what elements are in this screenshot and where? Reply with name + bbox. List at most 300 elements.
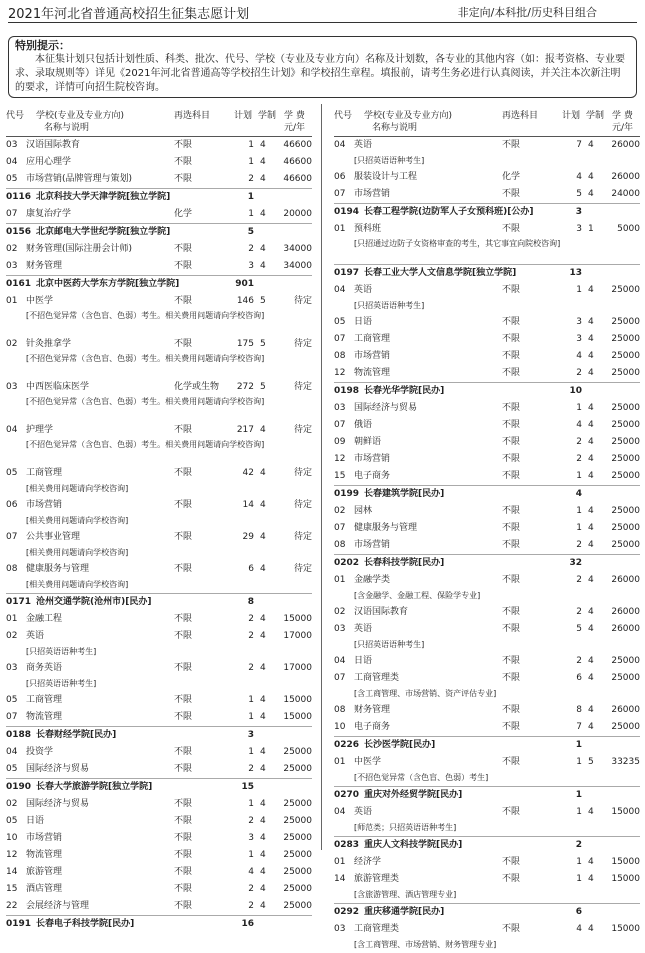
major-code: 03: [334, 403, 346, 413]
note-text: [只招英语语种考生]: [354, 156, 425, 165]
school-code: 0116: [6, 192, 32, 202]
major-code: 15: [6, 884, 18, 894]
school-plan: 16: [241, 919, 254, 929]
major-fee: 25000: [611, 673, 640, 683]
header-code: 代号: [334, 111, 353, 121]
major-code: 10: [6, 833, 18, 843]
school-row: [334, 264, 640, 282]
major-length: 4: [260, 244, 266, 254]
major-length: 4: [260, 663, 266, 673]
school-plan: 8: [247, 597, 254, 607]
major-code: 07: [334, 673, 346, 683]
major-plan: 2: [576, 368, 582, 378]
major-name: 健康服务与管理: [354, 523, 418, 533]
major-row: [334, 221, 640, 238]
major-code: 05: [6, 174, 18, 184]
major-plan: 1: [248, 157, 254, 167]
school-plan: 1: [575, 740, 582, 750]
major-name: 英语: [354, 140, 373, 150]
major-fee: 25000: [283, 799, 312, 809]
major-length: 4: [260, 631, 266, 641]
major-subject: 不限: [174, 850, 193, 860]
school-code: 0188: [6, 730, 32, 740]
school-code: 0292: [334, 907, 360, 917]
major-length: 4: [260, 816, 266, 826]
major-row: [6, 830, 312, 847]
major-code: 03: [6, 382, 18, 392]
major-code: 12: [334, 368, 346, 378]
major-plan: 175: [236, 339, 254, 349]
major-plan: 2: [576, 540, 582, 550]
major-fee: 15000: [611, 924, 640, 934]
major-length: 4: [588, 334, 594, 344]
major-name: 俄语: [354, 420, 373, 430]
major-length: 4: [588, 471, 594, 481]
major-row: [6, 660, 312, 677]
major-code: 02: [6, 631, 18, 641]
school-code: 0191: [6, 919, 32, 929]
header-name2: 名称与说明: [44, 123, 90, 133]
major-fee: 26000: [611, 624, 640, 634]
major-subject: 不限: [174, 901, 193, 911]
school-name: 长春建筑学院[民办]: [364, 489, 445, 499]
major-name: 商务英语: [26, 663, 63, 673]
major-plan: 2: [576, 575, 582, 585]
major-plan: 2: [248, 614, 254, 624]
major-row: [6, 709, 312, 726]
major-fee: 24000: [611, 189, 640, 199]
major-code: 07: [334, 189, 346, 199]
major-subject: 不限: [174, 174, 193, 184]
major-name: 国际经济与贸易: [26, 799, 90, 809]
major-length: 4: [588, 172, 594, 182]
major-code: 05: [334, 317, 346, 327]
header-code: 代号: [6, 111, 25, 121]
major-code: 22: [6, 901, 18, 911]
major-length: 4: [588, 624, 594, 634]
major-length: 4: [588, 285, 594, 295]
school-row: [6, 915, 312, 933]
major-name: 公共事业管理: [26, 532, 81, 542]
note-text: [不招色觉异常（含色盲、色弱）考生。相关费用问题请向学校咨询]: [26, 440, 265, 449]
major-row: [6, 628, 312, 645]
major-code: 02: [334, 506, 346, 516]
note-text: [含金融学、金融工程、保险学专业]: [354, 591, 481, 600]
major-row: [6, 379, 312, 396]
major-note: [334, 299, 640, 314]
header-fee: 学 费: [612, 111, 633, 121]
major-row: [6, 336, 312, 353]
major-subject: 不限: [174, 712, 193, 722]
note-text: [含工商管理、市场营销、财务管理专业]: [354, 940, 497, 949]
major-length: 4: [260, 209, 266, 219]
major-name: 服装设计与工程: [354, 172, 418, 182]
school-row: [334, 485, 640, 503]
school-code: 0190: [6, 782, 32, 792]
note-text: [相关费用问题请向学校咨询]: [26, 484, 129, 493]
major-name: 工商管理: [26, 468, 63, 478]
major-name: 英语: [354, 285, 373, 295]
note-text: [只招英语语种考生]: [26, 679, 97, 688]
major-code: 07: [6, 209, 18, 219]
major-length: 1: [588, 224, 594, 234]
major-length: 4: [588, 317, 594, 327]
left-table-body: [6, 137, 312, 933]
major-name: 金融工程: [26, 614, 63, 624]
header-name: 学校(专业及专业方向): [364, 111, 453, 121]
major-length: 4: [260, 532, 266, 542]
school-row: [6, 593, 312, 611]
major-plan: 6: [248, 564, 254, 574]
school-plan: 3: [247, 730, 254, 740]
major-fee: 25000: [611, 351, 640, 361]
major-subject: 不限: [502, 189, 521, 199]
major-code: 01: [334, 224, 346, 234]
major-note: [6, 514, 312, 529]
major-code: 02: [6, 244, 18, 254]
major-code: 07: [334, 334, 346, 344]
major-note: [334, 154, 640, 169]
major-note: [6, 645, 312, 660]
note-text: [不招色觉异常（含色盲、色弱）考生。相关费用问题请向学校咨询]: [26, 354, 265, 363]
major-fee: 25000: [283, 764, 312, 774]
school-name: 长春财经学院[民办]: [36, 730, 117, 740]
school-name: 长春工程学院(边防军人子女预科班)[公办]: [364, 207, 534, 217]
major-row: [6, 171, 312, 188]
major-plan: 272: [236, 382, 254, 392]
school-name: 长春工业大学人文信息学院[独立学院]: [364, 268, 517, 278]
major-note: [334, 238, 640, 264]
major-subject: 不限: [174, 631, 193, 641]
school-name: 北京科技大学天津学院[独立学院]: [36, 192, 171, 202]
major-length: 4: [260, 833, 266, 843]
major-fee: 26000: [611, 705, 640, 715]
major-code: 04: [334, 807, 346, 817]
major-name: 工商管理: [26, 695, 63, 705]
major-subject: 不限: [502, 506, 521, 516]
major-plan: 4: [576, 420, 582, 430]
major-note: [6, 439, 312, 465]
major-row: [6, 497, 312, 514]
major-plan: 7: [576, 140, 582, 150]
major-length: 4: [260, 867, 266, 877]
note-text: [相关费用问题请向学校咨询]: [26, 548, 129, 557]
major-fee: 25000: [611, 656, 640, 666]
school-name: 长春电子科技学院[民办]: [36, 919, 135, 929]
major-code: 14: [334, 874, 346, 884]
major-fee: 26000: [611, 172, 640, 182]
major-plan: 29: [242, 532, 254, 542]
major-subject: 不限: [174, 296, 193, 306]
major-fee: 5000: [617, 224, 640, 234]
major-plan: 1: [576, 403, 582, 413]
major-note: [334, 687, 640, 702]
major-name: 康复治疗学: [26, 209, 72, 219]
page-subtitle: 非定向/本科批/历史科目组合: [457, 6, 597, 19]
major-fee: 26000: [611, 575, 640, 585]
major-length: 4: [588, 705, 594, 715]
major-subject: 不限: [502, 607, 521, 617]
major-note: [334, 638, 640, 653]
major-fee: 25000: [611, 334, 640, 344]
major-subject: 不限: [502, 454, 521, 464]
header-subj: 再选科目: [502, 111, 539, 121]
major-length: 4: [588, 454, 594, 464]
major-fee: 26000: [611, 607, 640, 617]
major-length: 4: [588, 506, 594, 516]
major-note: [334, 938, 640, 953]
school-row: [334, 736, 640, 754]
major-name: 会展经济与管理: [26, 901, 90, 911]
major-plan: 4: [576, 172, 582, 182]
major-length: 4: [588, 437, 594, 447]
major-subject: 不限: [174, 532, 193, 542]
major-length: 4: [260, 500, 266, 510]
major-subject: 化学或生物: [174, 382, 220, 392]
school-plan: 901: [235, 279, 254, 289]
major-fee: 待定: [293, 564, 312, 574]
major-plan: 1: [248, 747, 254, 757]
major-fee: 15000: [611, 857, 640, 867]
major-plan: 1: [576, 807, 582, 817]
major-subject: 不限: [502, 705, 521, 715]
notice-title: 特别提示：: [15, 39, 70, 52]
major-subject: 不限: [174, 764, 193, 774]
major-length: 4: [260, 174, 266, 184]
major-code: 04: [6, 747, 18, 757]
table-header: [6, 108, 312, 137]
major-fee: 34000: [283, 244, 312, 254]
major-code: 02: [6, 339, 18, 349]
major-row: [334, 503, 640, 520]
major-subject: 不限: [502, 437, 521, 447]
major-note: [334, 888, 640, 903]
major-name: 园林: [354, 506, 373, 516]
school-code: 0202: [334, 558, 360, 568]
major-fee: 25000: [283, 850, 312, 860]
note-text: [只招英语语种考生]: [354, 301, 425, 310]
major-name: 健康服务与管理: [26, 564, 90, 574]
note-text: [只招英语语种考生]: [354, 640, 425, 649]
major-row: [334, 670, 640, 687]
major-plan: 2: [248, 884, 254, 894]
major-subject: 不限: [502, 420, 521, 430]
major-subject: 不限: [502, 224, 521, 234]
school-code: 0171: [6, 597, 32, 607]
major-note: [6, 353, 312, 379]
major-code: 03: [6, 663, 18, 673]
major-plan: 2: [576, 656, 582, 666]
major-row: [334, 186, 640, 203]
major-fee: 17000: [283, 663, 312, 673]
major-name: 朝鲜语: [354, 437, 382, 447]
major-length: 4: [260, 799, 266, 809]
major-row: [6, 258, 312, 275]
major-note: [6, 396, 312, 422]
major-plan: 2: [248, 764, 254, 774]
major-code: 04: [6, 157, 18, 167]
major-name: 国际经济与贸易: [26, 764, 90, 774]
major-row: [334, 719, 640, 736]
school-code: 0156: [6, 227, 32, 237]
major-name: 电子商务: [354, 722, 391, 732]
major-name: 市场营销: [26, 833, 63, 843]
major-subject: 不限: [174, 833, 193, 843]
column-divider: [321, 104, 322, 850]
major-code: 01: [334, 757, 346, 767]
major-length: 4: [588, 140, 594, 150]
major-name: 工商管理: [354, 334, 391, 344]
major-name: 市场营销: [354, 540, 391, 550]
major-name: 工商管理类: [354, 673, 400, 683]
major-subject: 不限: [174, 261, 193, 271]
school-name: 重庆移通学院[民办]: [364, 907, 445, 917]
major-name: 日语: [26, 816, 45, 826]
major-subject: 不限: [174, 140, 193, 150]
major-length: 4: [588, 924, 594, 934]
major-plan: 3: [576, 317, 582, 327]
major-length: 5: [260, 296, 266, 306]
major-plan: 2: [576, 607, 582, 617]
major-row: [334, 804, 640, 821]
major-row: [6, 796, 312, 813]
major-code: 03: [6, 261, 18, 271]
major-subject: 不限: [174, 564, 193, 574]
major-code: 12: [6, 850, 18, 860]
note-text: [不招色觉异常（含色盲、色弱）考生。相关费用问题请向学校咨询]: [26, 397, 265, 406]
major-row: [334, 400, 640, 417]
school-row: [6, 275, 312, 293]
major-plan: 2: [248, 816, 254, 826]
school-plan: 2: [575, 840, 582, 850]
major-name: 英语: [26, 631, 45, 641]
major-code: 15: [334, 471, 346, 481]
major-plan: 1: [576, 285, 582, 295]
major-subject: 化学: [174, 209, 193, 219]
major-note: [6, 677, 312, 692]
major-name: 应用心理学: [26, 157, 72, 167]
major-length: 4: [260, 747, 266, 757]
major-plan: 2: [248, 901, 254, 911]
school-name: 重庆人文科技学院[民办]: [364, 840, 463, 850]
major-row: [6, 206, 312, 223]
major-plan: 4: [576, 924, 582, 934]
school-plan: 13: [569, 268, 582, 278]
major-plan: 1: [576, 757, 582, 767]
major-plan: 6: [576, 673, 582, 683]
major-row: [334, 653, 640, 670]
note-text: [含旅游管理、酒店管理专业]: [354, 890, 457, 899]
major-fee: 待定: [293, 382, 312, 392]
major-subject: 不限: [174, 425, 193, 435]
major-plan: 3: [248, 261, 254, 271]
major-row: [6, 813, 312, 830]
major-plan: 1: [248, 799, 254, 809]
major-code: 05: [6, 764, 18, 774]
school-plan: 1: [247, 192, 254, 202]
right-column: [334, 108, 640, 953]
major-row: [334, 854, 640, 871]
major-plan: 1: [248, 850, 254, 860]
major-fee: 15000: [611, 874, 640, 884]
major-plan: 3: [576, 224, 582, 234]
major-plan: 146: [236, 296, 254, 306]
major-plan: 1: [248, 695, 254, 705]
major-fee: 46600: [283, 157, 312, 167]
major-note: [334, 821, 640, 836]
major-row: [6, 465, 312, 482]
header-plan: 计划: [562, 111, 581, 121]
major-length: 4: [260, 614, 266, 624]
major-code: 04: [6, 425, 18, 435]
major-length: 4: [260, 764, 266, 774]
major-name: 物流管理: [26, 850, 63, 860]
major-name: 物流管理: [354, 368, 391, 378]
major-code: 07: [334, 523, 346, 533]
notice-box: [8, 36, 637, 98]
major-row: [334, 572, 640, 589]
major-note: [6, 310, 312, 336]
note-text: [相关费用问题请向学校咨询]: [26, 516, 129, 525]
school-row: [334, 836, 640, 854]
major-subject: 不限: [502, 722, 521, 732]
major-subject: 化学: [502, 172, 521, 182]
major-subject: 不限: [502, 624, 521, 634]
major-subject: 不限: [502, 351, 521, 361]
major-name: 电子商务: [354, 471, 391, 481]
school-code: 0270: [334, 790, 360, 800]
school-plan: 1: [575, 790, 582, 800]
school-code: 0194: [334, 207, 360, 217]
major-plan: 14: [242, 500, 254, 510]
major-subject: 不限: [502, 403, 521, 413]
major-length: 4: [260, 425, 266, 435]
major-length: 4: [588, 807, 594, 817]
major-length: 4: [588, 189, 594, 199]
major-row: [334, 537, 640, 554]
major-code: 02: [334, 607, 346, 617]
school-code: 0198: [334, 386, 360, 396]
major-code: 07: [6, 712, 18, 722]
school-code: 0197: [334, 268, 360, 278]
header-len: 学制: [258, 111, 277, 121]
page-title: 2021年河北省普通高校招生征集志愿计划: [8, 6, 250, 22]
major-length: 4: [588, 540, 594, 550]
major-fee: 25000: [611, 368, 640, 378]
school-name: 长春大学旅游学院[独立学院]: [36, 782, 153, 792]
major-code: 05: [6, 816, 18, 826]
major-name: 市场营销(品牌管理与策划): [26, 174, 133, 184]
major-note: [334, 771, 640, 786]
school-row: [6, 778, 312, 796]
major-row: [6, 293, 312, 310]
major-subject: 不限: [174, 157, 193, 167]
school-row: [6, 223, 312, 241]
major-code: 08: [334, 705, 346, 715]
major-subject: 不限: [174, 884, 193, 894]
school-code: 0161: [6, 279, 32, 289]
major-row: [6, 154, 312, 171]
major-name: 市场营销: [354, 189, 391, 199]
major-name: 护理学: [26, 425, 54, 435]
school-row: [334, 382, 640, 400]
major-fee: 34000: [283, 261, 312, 271]
major-name: 市场营销: [354, 454, 391, 464]
header-fee: 学 费: [284, 111, 305, 121]
major-note: [334, 589, 640, 604]
major-plan: 5: [576, 624, 582, 634]
header-name2: 名称与说明: [372, 123, 418, 133]
